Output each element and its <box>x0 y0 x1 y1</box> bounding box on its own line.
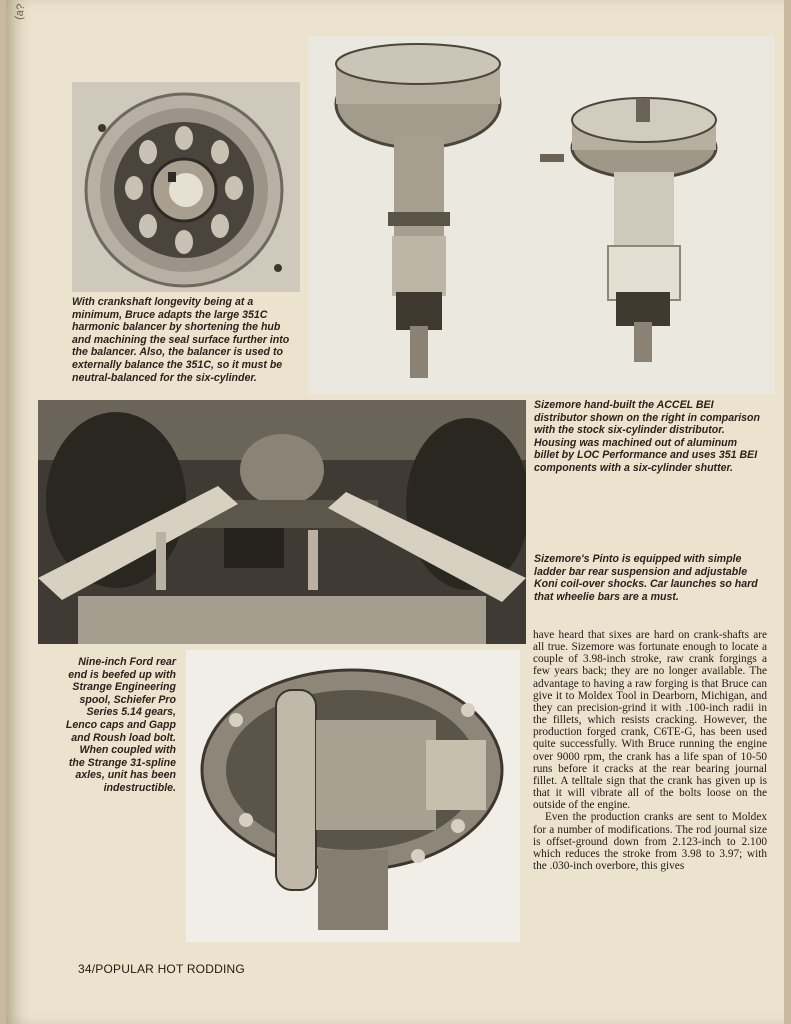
magazine-page <box>6 0 784 1024</box>
harmonic-balancer-image <box>72 82 300 292</box>
photo-differential <box>186 650 520 942</box>
article-paragraph: Even the production cranks are sent to Moldex for a number of modifications. The rod journal size is offset-ground down from 2.123-inch to 2.100 which reduces the stroke from 3.98 to 3.97; with the .030-inch overbore, this gives <box>533 811 767 872</box>
article-body <box>533 629 767 872</box>
caption-rear-end: Nine-inch Ford rear end is beefed up with Strange Engineering spool, Schiefer Pro Series 5.14 gears, Lenco caps and Gapp and Roush load bolt. When coupled with the Strange 31-spline axles, unit has been indestructible. <box>65 656 176 794</box>
caption-pinto-suspension: Sizemore's Pinto is equipped with simple ladder bar rear suspension and adjustable Koni coil-over shocks. Car launches so hard that wheelie bars are a must. <box>534 553 758 603</box>
rear-suspension-image <box>38 400 526 644</box>
photo-harmonic-balancer <box>72 82 300 292</box>
page-folio: 34/POPULAR HOT RODDING <box>78 962 245 976</box>
caption-harmonic-balancer: With crankshaft longevity being at a minimum, Bruce adapts the large 351C harmonic balancer by shortening the hub and machining the seal surface further into the balancer. Also, the balancer is used to externally balance the 351C, so it must be neutral-balanced for the six-cylinder. <box>72 296 290 384</box>
caption-distributor: Sizemore hand-built the ACCEL BEI distributor shown on the right in comparison with the stock six-cylinder distributor. Housing was machined out of aluminum billet by LOC Performance and uses 351 BEI components with a six-cylinder shutter. <box>534 399 760 474</box>
article-paragraph: have heard that sixes are hard on crank-shafts are all true. Sizemore was fortunate enough to locate a couple of 3.98-inch stroke, raw crank forgings a few years back; they are no longer available. The advantage to having a raw forging is that Bruce can give it to Moldex Tool in Dearborn, Michigan, and they can precision-grind it with .100-inch radii in the fillets, which resists cracking. However, the production forged crank, C6TE-G, has been used quite successfully. With Bruce running the engine over 9000 rpm, the crank has a life span of 10-50 runs before it cracks at the rear bearing journal fillet. A telltale sign that the crank has given up is that it will vibrate all of the bolts loose on the outside of the engine. <box>533 629 767 812</box>
distributors-image <box>308 36 774 394</box>
differential-image <box>186 650 520 942</box>
photo-distributors <box>308 36 774 394</box>
photo-rear-suspension <box>38 400 526 644</box>
page-edge-mark: (a? <box>12 3 28 21</box>
